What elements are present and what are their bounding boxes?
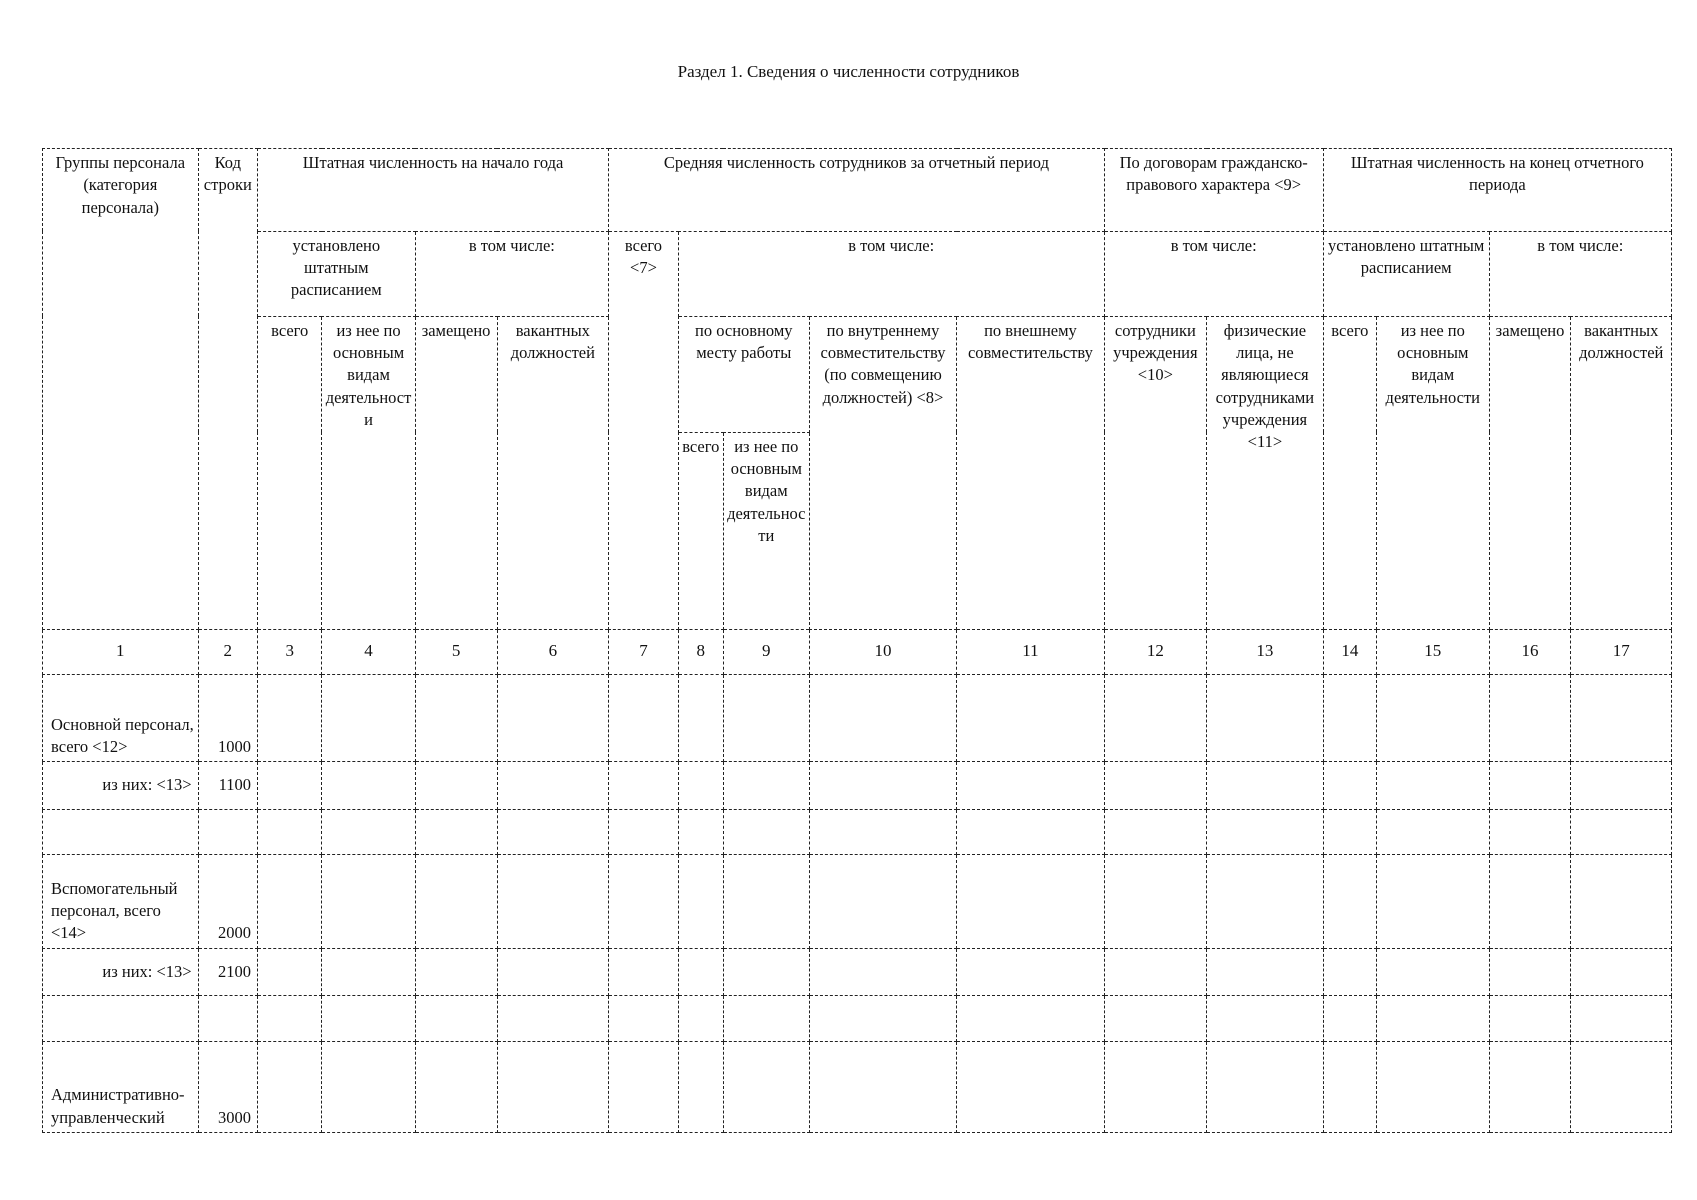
cell [1489,948,1571,996]
header-including-start: в том числе: [415,231,609,316]
cell [609,1041,679,1132]
cell [1207,948,1324,996]
header-contracts: По договорам гражданско-правового характера <9> [1104,149,1323,232]
section-title: Раздел 1. Сведения о численности сотрудников [677,62,1020,81]
header-external: по внешнему совместительству [957,316,1104,629]
cell [415,948,497,996]
table-row [43,855,1672,948]
cell [957,855,1104,948]
header-code: Код строки [198,149,257,630]
cell [415,675,497,762]
header-main-activity-end: из нее по основным видам деятельности [1376,316,1489,629]
cell [723,675,809,762]
cell [1571,948,1672,996]
cell [678,675,723,762]
cell [609,762,679,810]
cell [609,675,679,762]
column-number: 5 [415,629,497,675]
cell [1376,1041,1489,1132]
header-main-job-total: всего [678,432,723,629]
table-row [43,762,1672,810]
cell [497,996,609,1042]
column-number: 15 [1376,629,1489,675]
cell [415,996,497,1042]
table-row [43,675,1672,762]
cell [1489,675,1571,762]
cell [1571,809,1672,855]
cell [497,948,609,996]
cell [1489,809,1571,855]
staff-numbers-table [42,148,1672,1133]
cell [678,948,723,996]
header-staff-end: Штатная численность на конец отчетного периода [1323,149,1671,232]
cell [809,675,956,762]
cell [257,809,321,855]
cell [1571,855,1672,948]
row-name: Вспомогательный персонал, всего <14> [43,855,199,948]
header-including-contracts: в том числе: [1104,231,1323,316]
column-number: 14 [1323,629,1376,675]
cell [1323,809,1376,855]
cell [609,948,679,996]
cell [1323,675,1376,762]
cell [1207,809,1324,855]
cell [957,762,1104,810]
header-avg-total: всего <7> [609,231,679,629]
cell [723,855,809,948]
header-average: Средняя численность сотрудников за отчетный период [609,149,1105,232]
cell [1571,675,1672,762]
row-name: Основной персонал, всего <12> [43,675,199,762]
cell [1323,762,1376,810]
row-name: из них: <13> [43,948,199,996]
cell [322,675,415,762]
cell [678,809,723,855]
cell [497,855,609,948]
cell [678,762,723,810]
column-number: 8 [678,629,723,675]
cell [1207,762,1324,810]
row-name: Административно-управленческий [43,1041,199,1132]
cell [1323,1041,1376,1132]
cell [1376,762,1489,810]
row-code [198,809,257,855]
cell [678,1041,723,1132]
cell [415,809,497,855]
cell [1323,996,1376,1042]
cell [957,948,1104,996]
column-number: 12 [1104,629,1206,675]
cell [723,809,809,855]
row-code: 3000 [198,1041,257,1132]
cell [322,1041,415,1132]
header-main-job-main-activity: из нее по основным видам деятельности [723,432,809,629]
column-number: 3 [257,629,321,675]
cell [1489,996,1571,1042]
cell [322,996,415,1042]
cell [809,855,956,948]
cell [1207,996,1324,1042]
header-established-end: установлено штатным расписанием [1323,231,1489,316]
cell [809,996,956,1042]
header-internal: по внутреннему совместительству (по совмещению должностей) <8> [809,316,956,629]
row-code [198,996,257,1042]
cell [723,996,809,1042]
table-row [43,809,1672,855]
cell [322,855,415,948]
cell [1104,762,1206,810]
cell [609,996,679,1042]
cell [257,1041,321,1132]
cell [497,675,609,762]
cell [678,996,723,1042]
cell [957,809,1104,855]
table-row [43,1041,1672,1132]
row-name [43,996,199,1042]
cell [415,762,497,810]
column-number: 1 [43,629,199,675]
column-number: 6 [497,629,609,675]
cell [1104,809,1206,855]
cell [497,762,609,810]
cell [1571,762,1672,810]
cell [257,996,321,1042]
cell [1571,1041,1672,1132]
table-row [43,948,1672,996]
column-number: 9 [723,629,809,675]
cell [1207,855,1324,948]
header-including-avg: в том числе: [678,231,1104,316]
cell [322,762,415,810]
cell [1104,1041,1206,1132]
cell [1489,855,1571,948]
header-main-activity-start: из нее по основным видам деятельности [322,316,415,629]
cell [1376,809,1489,855]
cell [957,1041,1104,1132]
column-number: 4 [322,629,415,675]
cell [1376,855,1489,948]
column-number: 7 [609,629,679,675]
cell [809,1041,956,1132]
header-employees: сотрудники учреждения <10> [1104,316,1206,629]
header-established-start: установлено штатным расписанием [257,231,415,316]
cell [257,675,321,762]
cell [322,809,415,855]
cell [957,996,1104,1042]
cell [809,809,956,855]
header-individuals: физические лица, не являющиеся сотрудниками учреждения <11> [1207,316,1324,629]
cell [723,948,809,996]
cell [1323,948,1376,996]
column-number: 13 [1207,629,1324,675]
cell [957,675,1104,762]
cell [415,855,497,948]
row-code: 1100 [198,762,257,810]
cell [809,762,956,810]
header-total-start: всего [257,316,321,629]
cell [1104,855,1206,948]
cell [1376,996,1489,1042]
row-code: 1000 [198,675,257,762]
column-numbers-row [43,629,1672,675]
column-number: 11 [957,629,1104,675]
cell [1104,996,1206,1042]
cell [322,948,415,996]
header-including-end: в том числе: [1489,231,1671,316]
header-filled-end: замещено [1489,316,1571,629]
header-vacant-start: вакантных должностей [497,316,609,629]
row-name [43,809,199,855]
cell [1104,675,1206,762]
cell [1571,996,1672,1042]
cell [1376,675,1489,762]
header-total-end: всего [1323,316,1376,629]
cell [1207,1041,1324,1132]
cell [1376,948,1489,996]
cell [257,855,321,948]
header-staff-start: Штатная численность на начало года [257,149,608,232]
row-code: 2000 [198,855,257,948]
cell [497,1041,609,1132]
cell [723,762,809,810]
cell [497,809,609,855]
row-code: 2100 [198,948,257,996]
cell [609,809,679,855]
cell [809,948,956,996]
column-number: 16 [1489,629,1571,675]
cell [723,1041,809,1132]
cell [257,948,321,996]
cell [1323,855,1376,948]
cell [1104,948,1206,996]
header-filled-start: замещено [415,316,497,629]
cell [678,855,723,948]
cell [415,1041,497,1132]
header-group: Группы персонала (категория персонала) [43,149,199,630]
cell [1207,675,1324,762]
column-number: 17 [1571,629,1672,675]
column-number: 2 [198,629,257,675]
column-number: 10 [809,629,956,675]
header-vacant-end: вакантных должностей [1571,316,1672,629]
row-name: из них: <13> [43,762,199,810]
cell [1489,762,1571,810]
header-main-job: по основному месту работы [678,316,809,432]
cell [1489,1041,1571,1132]
table-row [43,996,1672,1042]
cell [257,762,321,810]
cell [609,855,679,948]
